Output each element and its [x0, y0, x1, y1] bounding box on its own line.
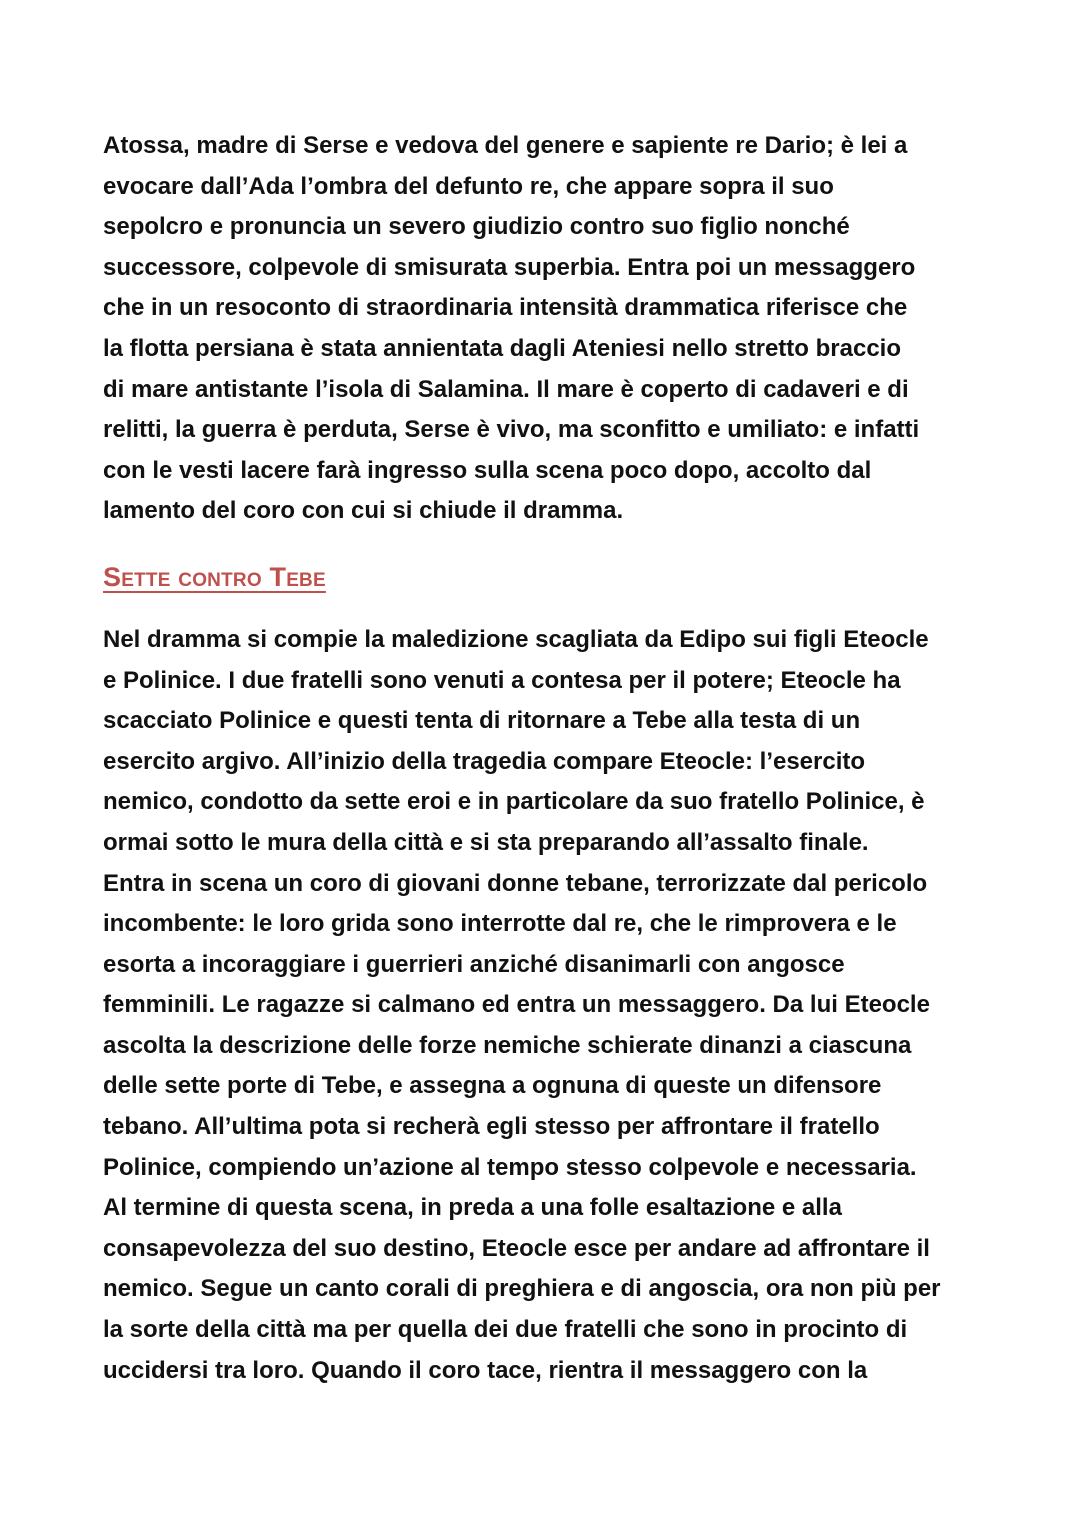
text-line: evocare dall’Ada l’ombra del defunto re, che appare sopra il suo	[103, 172, 834, 200]
text-line: scacciato Polinice e questi tenta di ritornare a Tebe alla testa di un	[103, 707, 861, 735]
text-line: la sorte della città ma per quella dei due fratelli che sono in procinto di	[103, 1316, 908, 1344]
text-line: la flotta persiana è stata annientata dagli Ateniesi nello stretto braccio	[103, 334, 901, 362]
text-line: lamento del coro con cui si chiude il dramma.	[103, 497, 624, 525]
text-line: esercito argivo. All’inizio della tragedia compare Eteocle: l’esercito	[103, 747, 866, 775]
text-line: ormai sotto le mura della città e si sta preparando all’assalto finale.	[103, 828, 869, 856]
paragraph-sette-contro-tebe-summary	[103, 620, 993, 1391]
document-page	[103, 126, 993, 1391]
text-line: Al termine di questa scena, in preda a una folle esaltazione e alla	[103, 1194, 842, 1222]
text-line: relitti, la guerra è perduta, Serse è vivo, ma sconfitto e umiliato: e infatti	[103, 416, 920, 444]
text-line: incombente: le loro grida sono interrotte dal re, che le rimprovera e le	[103, 910, 897, 938]
text-line: con le vesti lacere farà ingresso sulla scena poco dopo, accolto dal	[103, 456, 872, 484]
text-line: nemico. Segue un canto corali di preghiera e di angoscia, ora non più per	[103, 1275, 941, 1303]
paragraph-persiani-summary	[103, 126, 993, 532]
text-line: tebano. All’ultima pota si recherà egli stesso per affrontare il fratello	[103, 1113, 880, 1141]
text-line: sepolcro e pronuncia un severo giudizio contro suo figlio nonché	[103, 213, 850, 241]
text-line: Entra in scena un coro di giovani donne tebane, terrorizzate dal pericolo	[103, 869, 928, 897]
text-line: femminili. Le ragazze si calmano ed entra un messaggero. Da lui Eteocle	[103, 991, 930, 1019]
text-line: Nel dramma si compie la maledizione scagliata da Edipo sui figli Eteocle	[103, 625, 929, 653]
text-line: ascolta la descrizione delle forze nemiche schierate dinanzi a ciascuna	[103, 1031, 912, 1059]
text-line: nemico, condotto da sette eroi e in particolare da suo fratello Polinice, è	[103, 788, 925, 816]
text-line: consapevolezza del suo destino, Eteocle esce per andare ad affrontare il	[103, 1234, 930, 1262]
text-line: Polinice, compiendo un’azione al tempo stesso colpevole e necessaria.	[103, 1153, 917, 1181]
text-line: successore, colpevole di smisurata superbia. Entra poi un messaggero	[103, 253, 916, 281]
text-line: uccidersi tra loro. Quando il coro tace, rientra il messaggero con la	[103, 1356, 868, 1384]
text-line: delle sette porte di Tebe, e assegna a ognuna di queste un difensore	[103, 1072, 882, 1100]
section-heading: Sette contro Tebe	[103, 561, 326, 592]
text-line: di mare antistante l’isola di Salamina. Il mare è coperto di cadaveri e di	[103, 375, 909, 403]
text-line: esorta a incoraggiare i guerrieri anziché disanimarli con angosce	[103, 950, 845, 978]
text-line: Atossa, madre di Serse e vedova del genere e sapiente re Dario; è lei a	[103, 132, 908, 159]
text-line: e Polinice. I due fratelli sono venuti a contesa per il potere; Eteocle ha	[103, 666, 901, 694]
text-line: che in un resoconto di straordinaria intensità drammatica riferisce che	[103, 294, 908, 322]
